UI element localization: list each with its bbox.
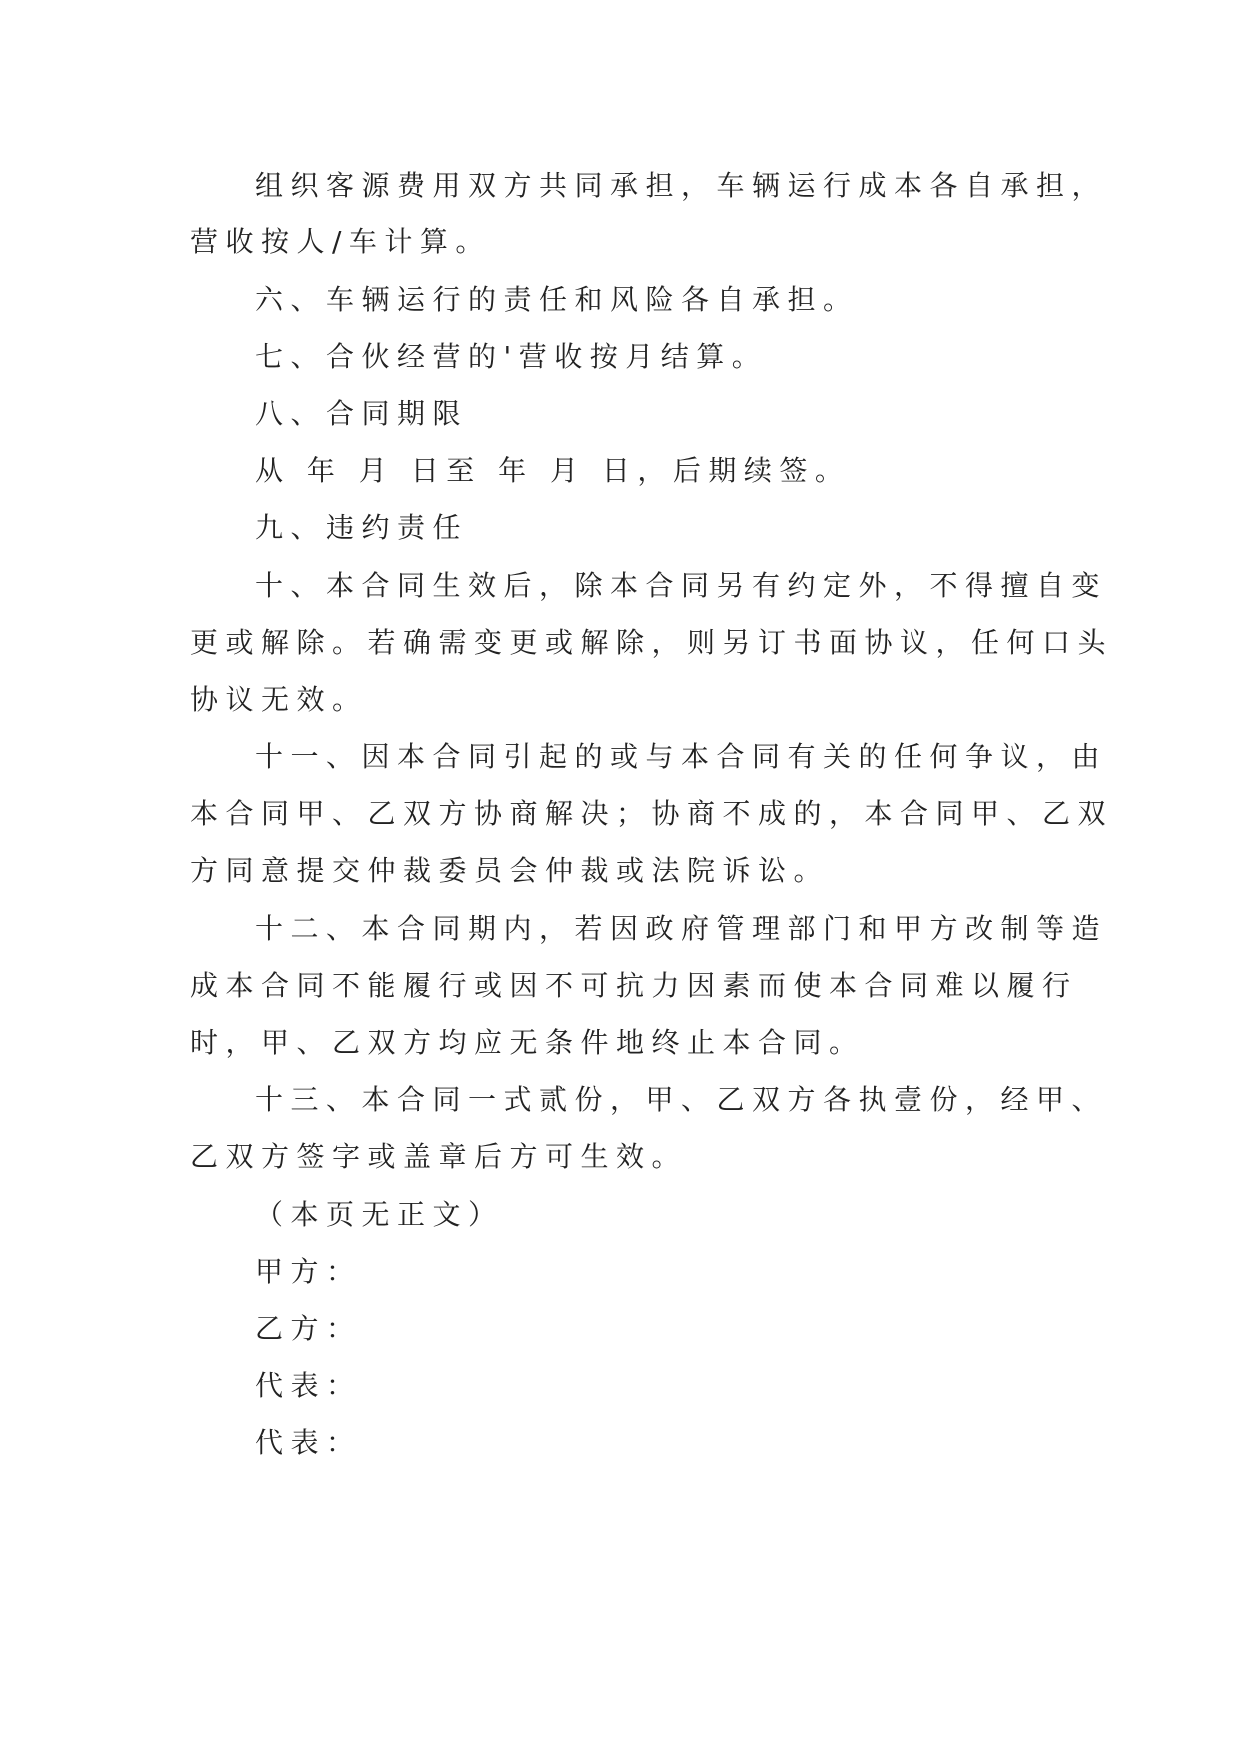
representative-label: 代表： bbox=[255, 1369, 362, 1402]
clause-eleven-line: 十一、因本合同引起的或与本合同有关的任何争议，由 bbox=[255, 740, 1108, 773]
clause-thirteen-line: 乙双方签字或盖章后方可生效。 bbox=[190, 1140, 688, 1173]
clause-ten-line: 协议无效。 bbox=[190, 683, 368, 716]
contract-period-line: 从 年 月 日至 年 月 日，后期续签。 bbox=[255, 454, 851, 487]
party-b-label: 乙方： bbox=[255, 1312, 362, 1345]
clause-ten-line: 十、本合同生效后，除本合同另有约定外，不得擅自变 bbox=[255, 569, 1108, 602]
clause-six: 六、车辆运行的责任和风险各自承担。 bbox=[255, 283, 859, 316]
clause-nine-heading: 九、违约责任 bbox=[255, 511, 469, 544]
representative-label: 代表： bbox=[255, 1426, 362, 1459]
clause-eight-heading: 八、合同期限 bbox=[255, 397, 469, 430]
clause-twelve-line: 时，甲、乙双方均应无条件地终止本合同。 bbox=[190, 1026, 865, 1059]
paragraph-line: 营收按人/车计算。 bbox=[190, 225, 491, 258]
clause-ten-line: 更或解除。若确需变更或解除，则另订书面协议，任何口头 bbox=[190, 626, 1114, 659]
clause-seven: 七、合伙经营的'营收按月结算。 bbox=[255, 340, 768, 373]
no-body-note: （本页无正文） bbox=[255, 1198, 504, 1231]
clause-twelve-line: 成本合同不能履行或因不可抗力因素而使本合同难以履行 bbox=[190, 969, 1078, 1002]
clause-eleven-line: 本合同甲、乙双方协商解决；协商不成的，本合同甲、乙双 bbox=[190, 797, 1114, 830]
paragraph-line: 组织客源费用双方共同承担，车辆运行成本各自承担， bbox=[255, 169, 1108, 202]
clause-eleven-line: 方同意提交仲裁委员会仲裁或法院诉讼。 bbox=[190, 854, 830, 887]
party-a-label: 甲方： bbox=[255, 1255, 362, 1288]
clause-twelve-line: 十二、本合同期内，若因政府管理部门和甲方改制等造 bbox=[255, 912, 1108, 945]
clause-thirteen-line: 十三、本合同一式贰份，甲、乙双方各执壹份，经甲、 bbox=[255, 1083, 1108, 1116]
